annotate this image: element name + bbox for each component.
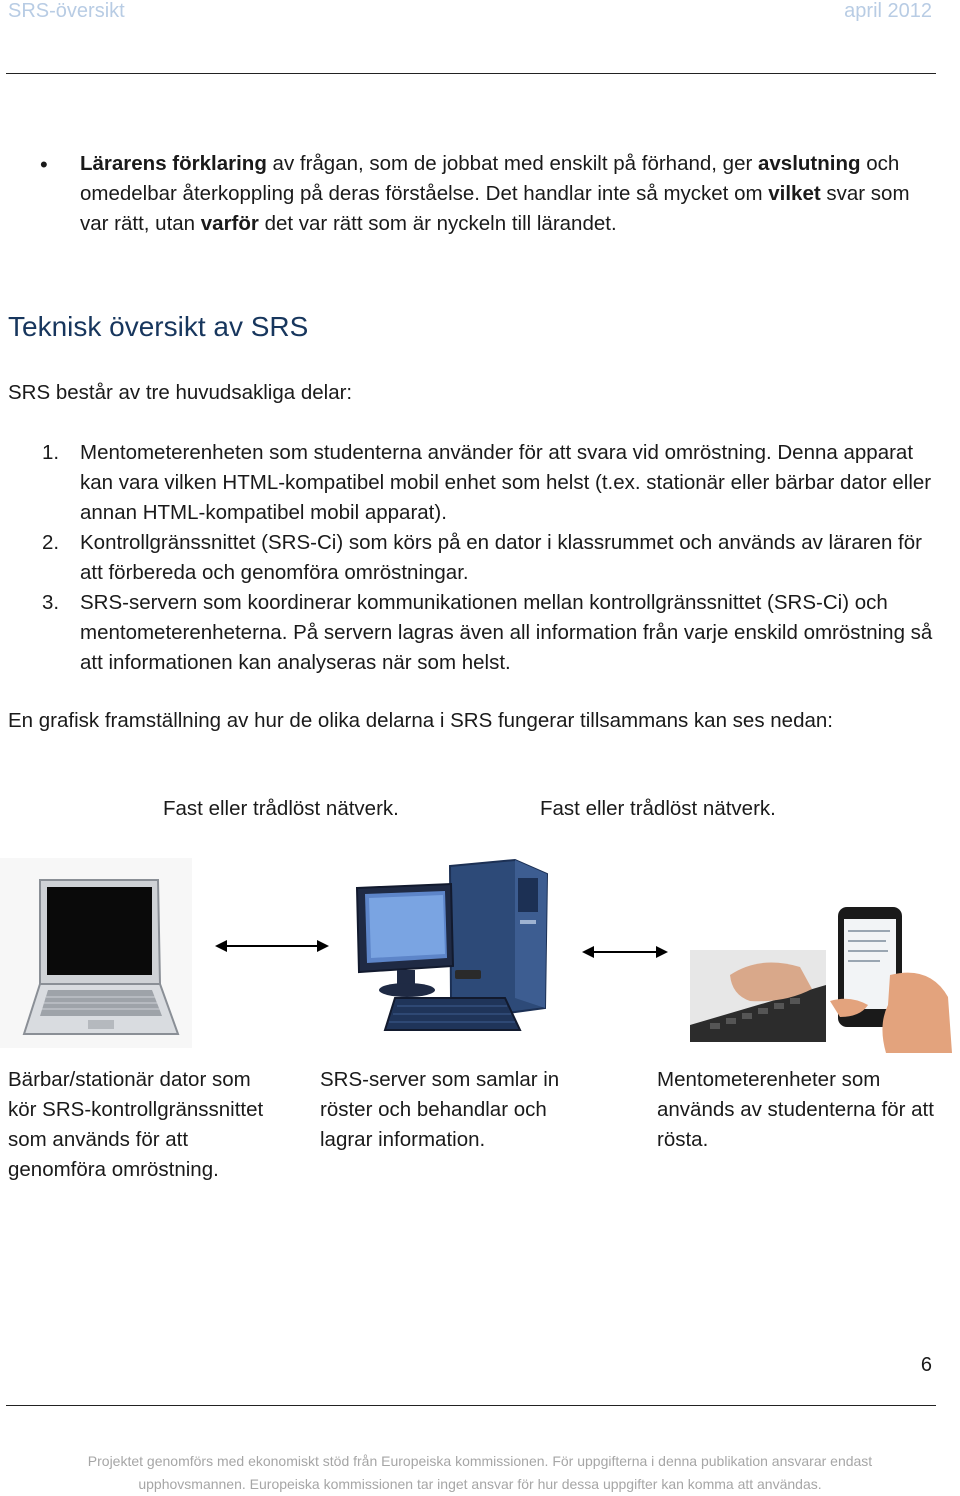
footer-line-1: Projektet genomförs med ekonomiskt stöd från Europeiska kommissionen. För uppgifterna i denna publikation ansvarar endast xyxy=(87,1453,873,1469)
header-title: SRS-översikt xyxy=(8,0,125,22)
footer-line-2: upphovsmannen. Europeiska kommissionen tar inget ansvar för hur dessa uppgifter kan komma att användas. xyxy=(138,1476,822,1492)
list-item-number: 1. xyxy=(42,441,60,464)
caption-devices: Mentometerenheter som används av studenterna för att rösta. xyxy=(657,1068,934,1151)
section-intro: SRS består av tre huvudsakliga delar: xyxy=(8,381,353,404)
footer xyxy=(0,1450,960,1496)
network-arrow-right xyxy=(582,944,668,960)
laptop-icon xyxy=(0,858,192,1048)
bullet-paragraph xyxy=(80,149,940,239)
list-item-number: 2. xyxy=(42,531,60,554)
list-item-text: SRS-servern som koordinerar kommunikationen mellan kontrollgränssnittet (SRS-Ci) och mentometerenheterna. På servern lagras även all information från varje enskild omröstning så att informationen kan analyseras när som helst. xyxy=(80,591,933,674)
bullet-text-run: svar som var rätt, utan xyxy=(80,182,910,235)
list-item xyxy=(42,588,942,678)
list-item xyxy=(42,438,942,528)
list-item xyxy=(42,528,942,588)
page-number: 6 xyxy=(920,1354,932,1376)
list-item-text: Kontrollgränssnittet (SRS-Ci) som körs på en dator i klassrummet och används av läraren för att förbereda och genomföra omröstningar. xyxy=(80,531,922,584)
header-date: april 2012 xyxy=(844,0,932,22)
parts-list xyxy=(42,438,942,678)
network-label-right: Fast eller trådlöst nätverk. xyxy=(540,797,776,820)
list-item-text: Mentometerenheten som studenterna använder för att svara vid omröstning. Denna apparat kan vara vilken HTML-kompatibel mobil enhet som helst (t.ex. stationär eller bärbar dator eller annan HTML-kompatibel mobil apparat). xyxy=(80,441,932,524)
bullet-text-run: och omedelbar återkoppling på deras förståelse. Det handlar inte så mycket om xyxy=(80,152,900,205)
mobile-devices-icon xyxy=(690,905,953,1053)
network-label-left: Fast eller trådlöst nätverk. xyxy=(163,797,399,820)
caption-laptop: Bärbar/stationär dator som kör SRS-kontrollgränssnittet som används för att genomföra omröstning. xyxy=(8,1068,264,1181)
footer-rule xyxy=(6,1405,936,1406)
section-heading: Teknisk översikt av SRS xyxy=(8,311,309,342)
server-computer-icon xyxy=(355,858,550,1036)
graphic-intro: En grafisk framställning av hur de olika delarna i SRS fungerar tillsammans kan ses nedan: xyxy=(8,709,833,732)
header-rule xyxy=(6,73,936,74)
bullet-marker: • xyxy=(40,152,48,177)
bullet-text-run: varför xyxy=(200,212,259,235)
network-arrow-left xyxy=(215,938,329,954)
bullet-text-run: det var rätt som är nyckeln till lärandet. xyxy=(258,212,617,235)
bullet-text-run: vilket xyxy=(768,182,821,205)
list-item-number: 3. xyxy=(42,591,60,614)
bullet-text-run: avslutning xyxy=(758,152,861,175)
bullet-text-run: av frågan, som de jobbat med enskilt på förhand, ger xyxy=(266,152,758,175)
caption-server: SRS-server som samlar in röster och behandlar och lagrar information. xyxy=(320,1068,560,1151)
bullet-text-run: Lärarens förklaring xyxy=(80,152,267,175)
